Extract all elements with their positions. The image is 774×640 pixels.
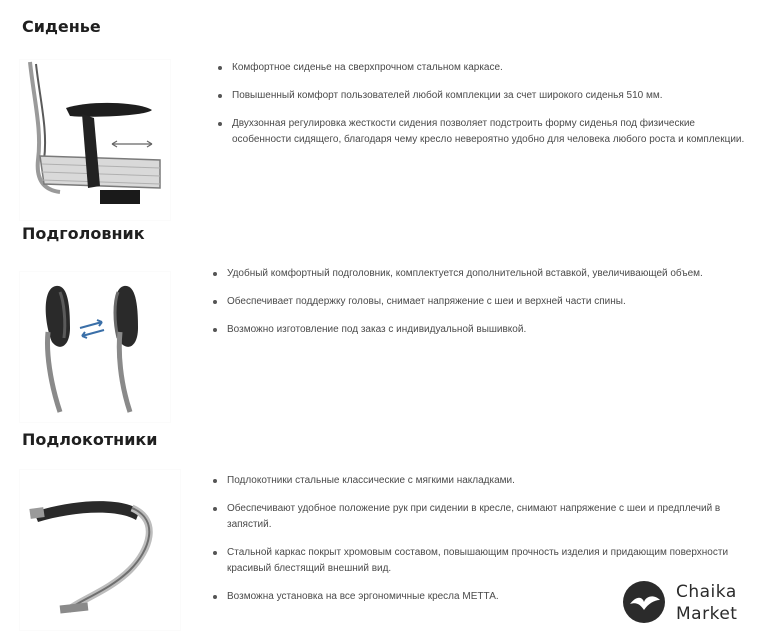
- list-item: Стальной каркас покрыт хромовым составом, повышающим прочность изделия и придающим поверхности красивый блестящий внешний вид.: [212, 545, 762, 577]
- list-item: Возможна установка на все эргономичные кресла МЕТТА.: [212, 589, 762, 605]
- list-item: Удобный комфортный подголовник, комплектуется дополнительной вставкой, увеличивающей объем.: [212, 266, 752, 282]
- brand-name-line2: Market: [676, 604, 738, 624]
- list-item: Возможно изготовление под заказ с индивидуальной вышивкой.: [212, 322, 752, 338]
- section-title-headrest: Подголовник: [22, 224, 145, 243]
- brand-watermark: [622, 580, 762, 630]
- list-item: Двухзонная регулировка жесткости сидения позволяет подстроить форму сиденья под физические особенности сидящего, благодаря чему кресло невероятно удобно для человека любого роста и комплекции.: [217, 116, 747, 148]
- list-item: Комфортное сиденье на сверхпрочном стальном каркасе.: [217, 60, 747, 76]
- list-item: Обеспечивают удобное положение рук при сидении в кресле, снимают напряжение с шеи и предплечий в запястий.: [212, 501, 762, 533]
- brand-name-line1: Chaika: [676, 582, 737, 602]
- list-item: Обеспечивает поддержку головы, снимает напряжение с шеи и верхней части спины.: [212, 294, 752, 310]
- section-title-seat: Сиденье: [22, 17, 101, 36]
- headrest-feature-list: [212, 266, 752, 350]
- list-item: Повышенный комфорт пользователей любой комплекции за счет широкого сиденья 510 мм.: [217, 88, 747, 104]
- seagull-logo-icon: [622, 580, 666, 624]
- section-title-armrests: Подлокотники: [22, 430, 158, 449]
- list-item: Подлокотники стальные классические с мягкими накладками.: [212, 473, 762, 489]
- armrest-image: [20, 470, 180, 630]
- headrest-image: [20, 272, 170, 422]
- seat-image: [20, 60, 170, 220]
- seat-feature-list: [217, 60, 747, 160]
